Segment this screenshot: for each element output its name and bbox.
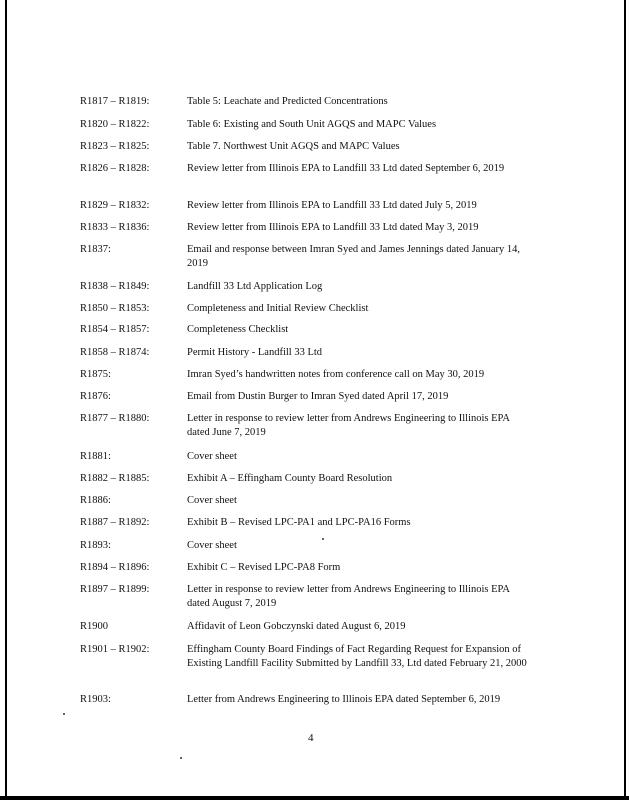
record-range: R1837: bbox=[80, 244, 111, 255]
page-number: 4 bbox=[308, 732, 314, 744]
record-range: R1858 – R1874: bbox=[80, 347, 150, 358]
record-range: R1820 – R1822: bbox=[80, 119, 150, 130]
record-description: Exhibit B – Revised LPC-PA1 and LPC-PA16 Forms bbox=[187, 517, 411, 528]
record-range: R1901 – R1902: bbox=[80, 644, 150, 655]
record-description: Cover sheet bbox=[187, 540, 237, 551]
record-description: Letter in response to review letter from Andrews Engineering to Illinois EPA dated June 7, 2019 bbox=[187, 413, 510, 438]
record-description: Review letter from Illinois EPA to Landfill 33 Ltd dated May 3, 2019 bbox=[187, 222, 479, 233]
record-range: R1823 – R1825: bbox=[80, 141, 150, 152]
record-range: R1876: bbox=[80, 391, 111, 402]
record-description: Email from Dustin Burger to Imran Syed dated April 17, 2019 bbox=[187, 391, 449, 402]
record-range: R1893: bbox=[80, 540, 111, 551]
record-range: R1894 – R1896: bbox=[80, 562, 150, 573]
record-description: Table 7. Northwest Unit AGQS and MAPC Values bbox=[187, 141, 400, 152]
record-description: Email and response between Imran Syed and James Jennings dated January 14, 2019 bbox=[187, 244, 520, 269]
record-range: R1829 – R1832: bbox=[80, 200, 150, 211]
record-description: Effingham County Board Findings of Fact Regarding Request for Expansion of Existing Landfill Facility Submitted by Landfill 33, Ltd dated February 21, 2000 bbox=[187, 644, 527, 669]
record-description: Letter in response to review letter from Andrews Engineering to Illinois EPA dated August 7, 2019 bbox=[187, 584, 510, 609]
record-range: R1886: bbox=[80, 495, 111, 506]
record-description: Completeness Checklist bbox=[187, 324, 289, 335]
record-range: R1897 – R1899: bbox=[80, 584, 150, 595]
record-range: R1887 – R1892: bbox=[80, 517, 150, 528]
record-range: R1903: bbox=[80, 694, 111, 705]
record-description: Landfill 33 Ltd Application Log bbox=[187, 281, 323, 292]
record-range: R1833 – R1836: bbox=[80, 222, 150, 233]
record-range: R1850 – R1853: bbox=[80, 303, 150, 314]
record-description: Letter from Andrews Engineering to Illinois EPA dated September 6, 2019 bbox=[187, 694, 501, 705]
record-range: R1881: bbox=[80, 451, 111, 462]
record-description: Exhibit C – Revised LPC-PA8 Form bbox=[187, 562, 341, 573]
record-description: Table 5: Leachate and Predicted Concentrations bbox=[187, 96, 388, 107]
record-description: Table 6: Existing and South Unit AGQS and MAPC Values bbox=[187, 119, 437, 130]
record-description: Exhibit A – Effingham County Board Resolution bbox=[187, 473, 393, 484]
record-range: R1826 – R1828: bbox=[80, 163, 150, 174]
record-description: Affidavit of Leon Gobczynski dated August 6, 2019 bbox=[187, 621, 406, 632]
record-description: Permit History - Landfill 33 Ltd bbox=[187, 347, 323, 358]
record-description: Cover sheet bbox=[187, 495, 237, 506]
record-description: Imran Syed’s handwritten notes from conference call on May 30, 2019 bbox=[187, 369, 485, 380]
record-range: R1877 – R1880: bbox=[80, 413, 150, 424]
record-range: R1882 – R1885: bbox=[80, 473, 150, 484]
record-description: Completeness and Initial Review Checklist bbox=[187, 303, 369, 314]
record-range: R1838 – R1849: bbox=[80, 281, 150, 292]
record-range: R1900 bbox=[80, 621, 109, 632]
record-description: Review letter from Illinois EPA to Landfill 33 Ltd dated July 5, 2019 bbox=[187, 200, 477, 211]
record-description: Cover sheet bbox=[187, 451, 237, 462]
record-range: R1875: bbox=[80, 369, 111, 380]
record-range: R1854 – R1857: bbox=[80, 324, 150, 335]
record-description: Review letter from Illinois EPA to Landfill 33 Ltd dated September 6, 2019 bbox=[187, 163, 505, 174]
record-range: R1817 – R1819: bbox=[80, 96, 150, 107]
